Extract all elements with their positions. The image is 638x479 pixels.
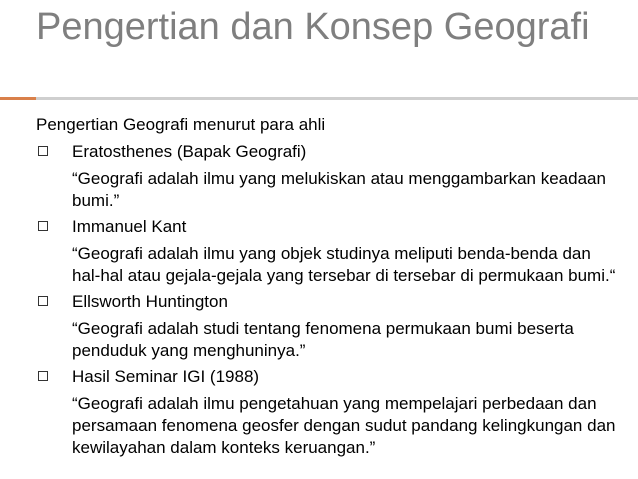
title-accent-rule bbox=[0, 97, 36, 100]
square-bullet-icon bbox=[38, 146, 48, 156]
expert-quote: “Geografi adalah studi tentang fenomena permukaan bumi beserta penduduk yang menghuninya.” bbox=[72, 319, 574, 360]
list-item bbox=[36, 291, 616, 362]
square-bullet-icon bbox=[38, 296, 48, 306]
expert-name: Immanuel Kant bbox=[72, 217, 187, 236]
expert-quote: “Geografi adalah ilmu pengetahuan yang mempelajari perbedaan dan persamaan fenomena geosfer dengan sudut pandang kelingkungan dan kewilayahan dalam konteks keruangan.” bbox=[72, 394, 616, 457]
square-bullet-icon bbox=[38, 221, 48, 231]
square-bullet-icon bbox=[38, 371, 48, 381]
list-item bbox=[36, 216, 616, 287]
expert-name: Eratosthenes (Bapak Geografi) bbox=[72, 142, 307, 161]
list-item bbox=[36, 141, 616, 212]
slide-title: Pengertian dan Konsep Geografi bbox=[36, 6, 590, 48]
list-item bbox=[36, 366, 616, 459]
expert-quote: “Geografi adalah ilmu yang objek studinya meliputi benda-benda dan hal-hal atau gejala-gejala yang tersebar di tersebar di permukaan bumi.“ bbox=[72, 244, 616, 285]
slide-body bbox=[36, 114, 616, 463]
intro-text: Pengertian Geografi menurut para ahli bbox=[36, 115, 326, 134]
expert-name: Ellsworth Huntington bbox=[72, 292, 228, 311]
title-divider-rule bbox=[36, 97, 638, 100]
expert-name: Hasil Seminar IGI (1988) bbox=[72, 367, 260, 386]
expert-quote: “Geografi adalah ilmu yang melukiskan atau menggambarkan keadaan bumi.” bbox=[72, 169, 606, 210]
